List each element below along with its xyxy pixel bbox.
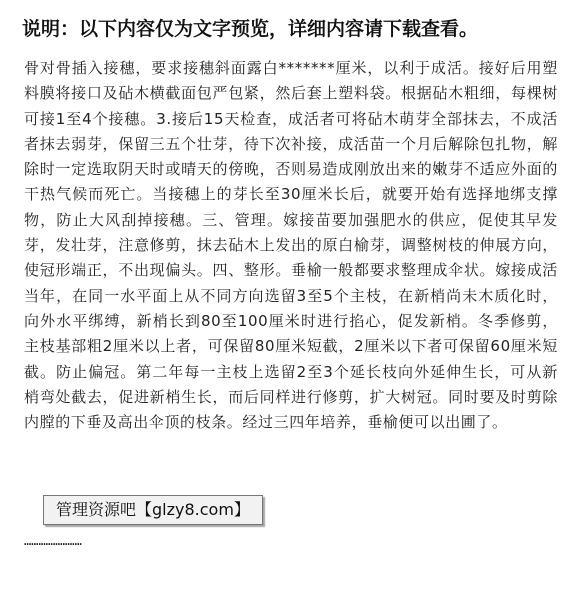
watermark-label: 管理资源吧【glzy8.com】 (43, 495, 263, 525)
document-body (24, 56, 558, 435)
preview-notice: 说明：以下内容仅为文字预览，详细内容请下载查看。 (22, 18, 479, 40)
ellipsis-dots: …………………… (24, 534, 82, 548)
body-paragraph: 骨对骨插入接穗，要求接穗斜面露白*******厘米，以利于成活。接好后用塑料膜将接口及砧木横截面包严包紧，然后套上塑料袋。根据砧木粗细，每棵树可接1至4个接穗。3.接后15天检查，成活者可将砧木萌芽全部抹去，不成活者抹去弱芽，保留三五个壮芽，待下次补接，成活苗一个月后解除包扎物，解除时一定选取阴天时或晴天的傍晚，否则易造成刚放出来的嫩芽不适应外面的干热气候而死亡。当接穗上的芽长至30厘米长后，就要开始有选择地绑支撑物，防止大风刮掉接穗。三、管理。嫁接苗要加强肥水的供应，促使其早发芽，发壮芽，注意修剪，抹去砧木上发出的原白榆芽，调整树枝的伸展方向，使冠形端正，不出现偏头。四、整形。垂榆一般都要求整理成伞状。嫁接成活当年，在同一水平面上从不同方向选留3至5个主枝，在新梢尚未木质化时，向外水平绑缚，新梢长到80至100厘米时进行掐心，促发新梢。冬季修剪，主枝基部粗2厘米以上者，可保留80厘米短截，2厘米以下者可保留60厘米短截。防止偏冠。第二年每一主枝上选留2至3个延长枝向外延伸生长，可从新梢弯处截去，促进新梢生长，而后同样进行修剪，扩大树冠。同时要及时剪除内膛的下垂及高出伞顶的枝条。经过三四年培养，垂榆便可以出圃了。 (24, 59, 558, 432)
